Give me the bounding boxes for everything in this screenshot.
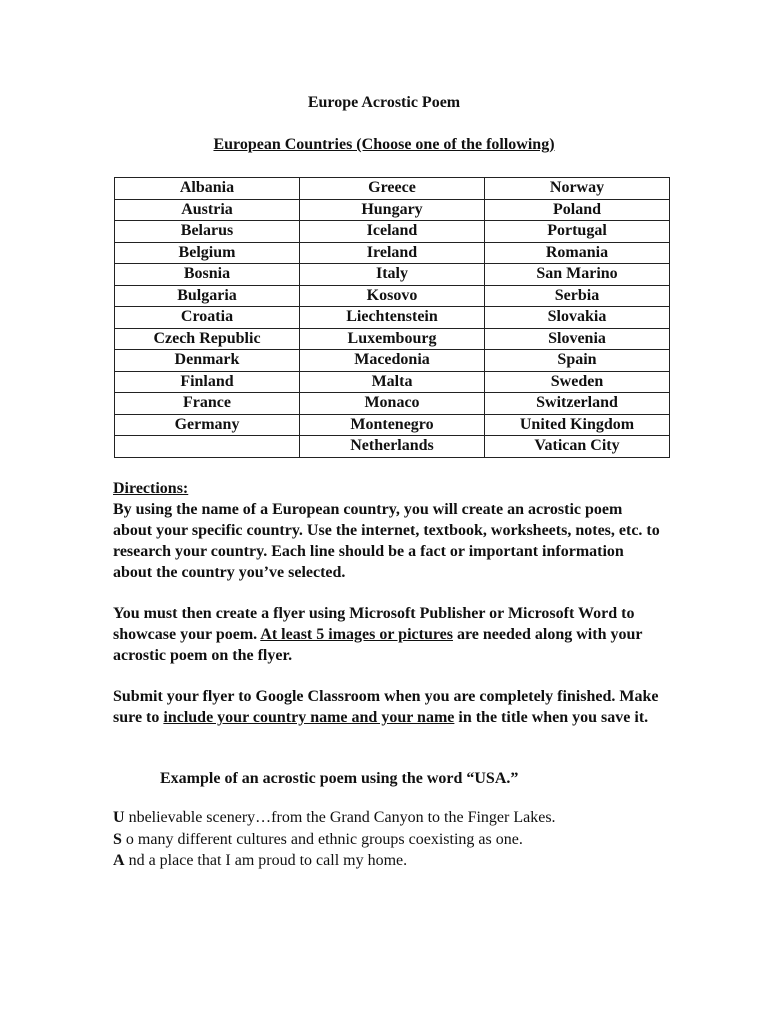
- table-row: [115, 264, 670, 286]
- example-heading: Example of an acrostic poem using the word “USA.”: [160, 770, 519, 787]
- country-cell: Bosnia: [115, 264, 300, 286]
- country-cell: Macedonia: [300, 350, 485, 372]
- directions-paragraph: By using the name of a European country, you will create an acrostic poem about your specific country. Use the internet, textbook, worksheets, notes, etc. to research your country. Each line should be a fact or important information about the country you’ve selected.: [113, 501, 660, 581]
- table-row: [115, 371, 670, 393]
- country-cell: Netherlands: [300, 436, 485, 458]
- country-cell: Albania: [115, 178, 300, 200]
- flyer-text-end: are needed along with your acrostic poem on the flyer.: [113, 626, 643, 664]
- page-title: Europe Acrostic Poem: [307, 94, 461, 111]
- table-row: [115, 350, 670, 372]
- countries-table: [114, 177, 670, 458]
- country-cell: Spain: [485, 350, 670, 372]
- submit-text-end: in the title when you save it.: [454, 709, 649, 726]
- table-row: [115, 393, 670, 415]
- poem-letter: S: [113, 830, 122, 848]
- country-cell: Malta: [300, 371, 485, 393]
- table-row: [115, 178, 670, 200]
- table-row: [115, 199, 670, 221]
- table-row: [115, 307, 670, 329]
- poem-letter: U: [113, 809, 125, 826]
- table-row: [115, 328, 670, 350]
- table-row: [115, 285, 670, 307]
- country-cell: Croatia: [115, 307, 300, 329]
- poem-line: [113, 850, 556, 872]
- country-cell: Czech Republic: [115, 328, 300, 350]
- submit-paragraph: [113, 686, 663, 728]
- countries-subtitle: European Countries (Choose one of the following): [213, 136, 555, 153]
- country-cell: Belarus: [115, 221, 300, 243]
- country-cell: Belgium: [115, 242, 300, 264]
- country-cell: Finland: [115, 371, 300, 393]
- country-cell: Montenegro: [300, 414, 485, 436]
- country-cell: Luxembourg: [300, 328, 485, 350]
- poem-text: nd a place that I am proud to call my home.: [124, 852, 408, 869]
- country-cell: Slovenia: [485, 328, 670, 350]
- country-cell: Kosovo: [300, 285, 485, 307]
- images-requirement: At least 5 images or pictures: [260, 626, 453, 643]
- poem-text: nbelievable scenery…from the Grand Canyon to the Finger Lakes.: [124, 809, 556, 826]
- country-cell: Monaco: [300, 393, 485, 415]
- poem-letter: A: [113, 852, 125, 869]
- country-cell: Norway: [485, 178, 670, 200]
- table-row: [115, 414, 670, 436]
- country-cell: Liechtenstein: [300, 307, 485, 329]
- poem-text: o many different cultures and ethnic groups coexisting as one.: [121, 830, 523, 848]
- country-cell: Austria: [115, 199, 300, 221]
- country-cell: France: [115, 393, 300, 415]
- submit-text: Submit your flyer to Google Classroom when you are completely finished. Make sure to: [113, 688, 659, 726]
- poem-line: [113, 807, 556, 829]
- country-cell: Portugal: [485, 221, 670, 243]
- directions-label: Directions:: [113, 480, 189, 497]
- country-cell: Switzerland: [485, 393, 670, 415]
- country-cell: Bulgaria: [115, 285, 300, 307]
- title-requirement: include your country name and your name: [163, 709, 455, 726]
- country-cell: Ireland: [300, 242, 485, 264]
- country-cell: Romania: [485, 242, 670, 264]
- table-row: [115, 436, 670, 458]
- table-row: [115, 242, 670, 264]
- country-cell: United Kingdom: [485, 414, 670, 436]
- country-cell: Slovakia: [485, 307, 670, 329]
- example-poem: [113, 807, 556, 872]
- country-cell: Italy: [300, 264, 485, 286]
- flyer-text: You must then create a flyer using Microsoft Publisher or Microsoft Word to showcase your poem.: [113, 605, 635, 643]
- country-cell: Germany: [115, 414, 300, 436]
- country-cell: Sweden: [485, 371, 670, 393]
- country-cell: Vatican City: [485, 436, 670, 458]
- country-cell: Poland: [485, 199, 670, 221]
- country-cell: Iceland: [300, 221, 485, 243]
- flyer-paragraph: [113, 603, 663, 666]
- country-cell: Greece: [300, 178, 485, 200]
- country-cell: San Marino: [485, 264, 670, 286]
- country-cell: Serbia: [485, 285, 670, 307]
- country-cell-empty: [115, 436, 300, 458]
- country-cell: Denmark: [115, 350, 300, 372]
- poem-line: [113, 829, 556, 851]
- country-cell: Hungary: [300, 199, 485, 221]
- table-row: [115, 221, 670, 243]
